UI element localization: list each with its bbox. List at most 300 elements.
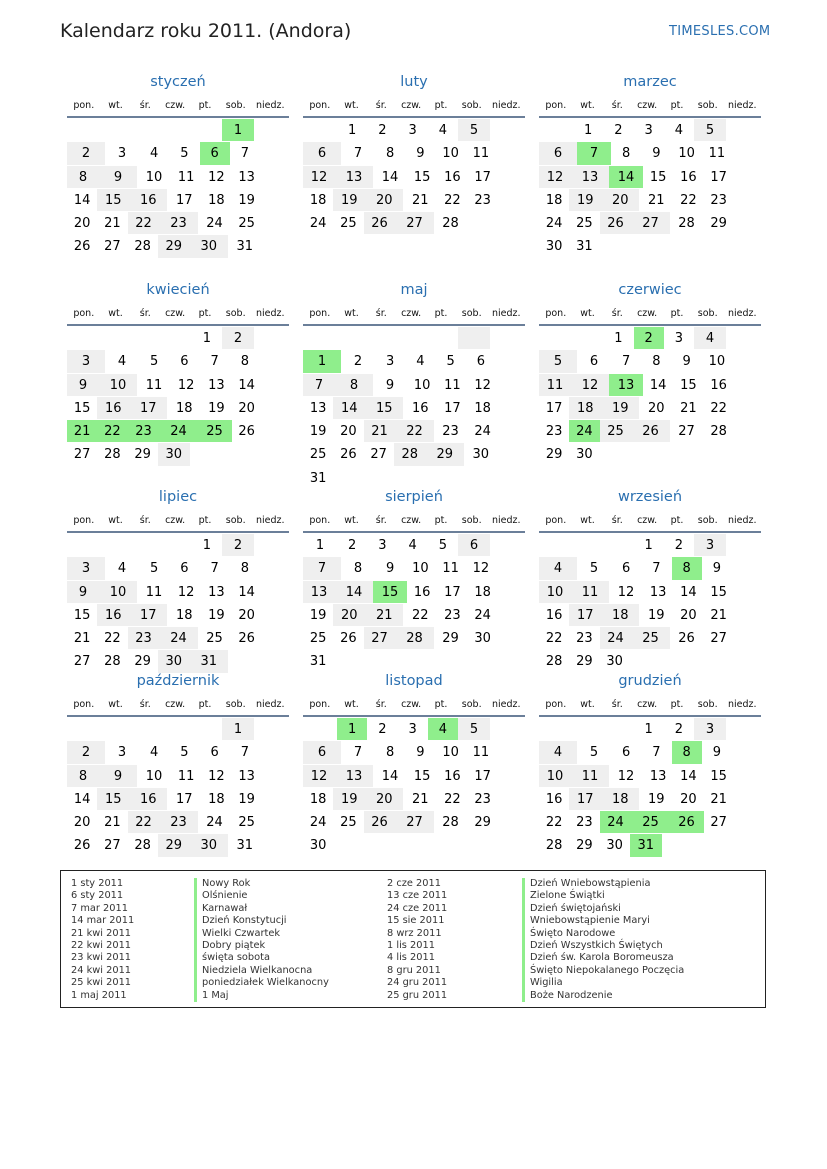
- day-cell: 7: [577, 141, 611, 164]
- empty-cell: [426, 234, 464, 257]
- empty-cell: [131, 118, 161, 141]
- day-cell: 3: [694, 533, 726, 556]
- legend-holiday-name: Dzień Konstytucji: [202, 915, 287, 927]
- day-cell: 24: [600, 810, 632, 833]
- day-cell: 7: [200, 556, 230, 579]
- day-cell: 29: [704, 211, 734, 234]
- day-cell: 25: [198, 419, 232, 442]
- day-grid: [303, 118, 525, 258]
- weekday-label: czw.: [165, 99, 186, 111]
- day-cell: 7: [341, 740, 375, 763]
- empty-cell: [398, 326, 428, 349]
- weekday-label: śr.: [611, 307, 623, 319]
- day-cell: 23: [437, 603, 467, 626]
- empty-cell: [600, 442, 630, 465]
- day-cell: 3: [398, 717, 428, 740]
- weekday-label: wt.: [344, 99, 359, 111]
- day-cell: 25: [632, 626, 670, 649]
- day-cell: 10: [702, 349, 732, 372]
- weekday-label: pon.: [309, 307, 331, 319]
- legend-date: 14 mar 2011: [71, 915, 135, 927]
- day-cell: 28: [396, 626, 434, 649]
- day-cell: 22: [396, 419, 434, 442]
- legend-holiday-name: Karnawał: [202, 902, 248, 914]
- day-cell: 18: [569, 396, 601, 419]
- day-cell: 30: [539, 234, 569, 257]
- day-cell: 10: [436, 740, 466, 763]
- day-cell: 12: [571, 373, 609, 396]
- weekday-label: wt.: [108, 698, 123, 710]
- day-cell: 31: [303, 466, 333, 489]
- empty-cell: [603, 533, 633, 556]
- weekday-header: [539, 509, 761, 533]
- day-cell: 5: [694, 118, 726, 141]
- day-cell: 17: [569, 603, 601, 626]
- day-cell: 17: [569, 787, 601, 810]
- empty-cell: [333, 234, 363, 257]
- day-cell: 8: [230, 349, 260, 372]
- weekday-label: śr.: [375, 307, 387, 319]
- month-name: maj: [400, 282, 428, 298]
- day-cell: 26: [670, 810, 704, 833]
- day-cell: 3: [634, 118, 664, 141]
- legend-date: 24 gru 2011: [387, 977, 448, 989]
- weekday-label: niedz.: [491, 698, 521, 710]
- day-cell: 6: [458, 533, 490, 556]
- weekday-label: wt.: [108, 514, 123, 526]
- day-grid: [67, 717, 289, 880]
- page-title: Kalendarz roku 2011. (Andora): [60, 20, 352, 42]
- weekday-label: sob.: [697, 698, 718, 710]
- day-cell: 22: [97, 419, 127, 442]
- day-cell: 21: [639, 188, 673, 211]
- empty-cell: [603, 717, 633, 740]
- day-cell: 30: [600, 833, 630, 856]
- empty-cell: [573, 717, 603, 740]
- weekday-label: pt.: [198, 99, 212, 111]
- day-cell: 14: [335, 580, 373, 603]
- day-cell: 14: [373, 165, 407, 188]
- legend-holiday-name: Wniebowstąpienie Maryi: [530, 915, 650, 927]
- day-cell: 5: [139, 349, 169, 372]
- day-cell: 8: [230, 556, 260, 579]
- day-cell: 28: [434, 211, 468, 234]
- day-cell: 29: [434, 626, 468, 649]
- day-cell: 9: [67, 580, 99, 603]
- day-cell: 27: [704, 626, 734, 649]
- weekday-header: [539, 693, 761, 717]
- weekday-label: czw.: [401, 99, 422, 111]
- day-cell: 11: [539, 373, 571, 396]
- legend-holiday-name: Olśnienie: [202, 890, 248, 902]
- legend-holiday-name: Dzień św. Karola Boromeusza: [530, 952, 674, 964]
- legend-divider-left: [194, 878, 197, 1002]
- day-cell: 28: [97, 442, 127, 465]
- weekday-label: pt.: [434, 99, 448, 111]
- day-cell: 21: [67, 419, 97, 442]
- day-cell: 12: [201, 764, 231, 787]
- empty-cell: [630, 234, 662, 257]
- day-cell: 22: [539, 810, 569, 833]
- day-cell: 9: [99, 764, 137, 787]
- day-cell: 28: [394, 442, 426, 465]
- day-cell: 1: [222, 118, 254, 141]
- day-cell: 11: [571, 580, 609, 603]
- weekday-label: śr.: [611, 514, 623, 526]
- empty-cell: [67, 118, 101, 141]
- day-cell: 30: [190, 833, 228, 856]
- legend-holiday-name: Dobry piątek: [202, 939, 266, 951]
- day-cell: 18: [539, 188, 569, 211]
- day-cell: 13: [571, 165, 609, 188]
- day-cell: 27: [97, 234, 127, 257]
- day-grid: [67, 118, 289, 281]
- weekday-label: sob.: [461, 698, 482, 710]
- month-7: [303, 485, 525, 673]
- day-cell: 12: [303, 764, 335, 787]
- day-cell: 14: [373, 764, 407, 787]
- weekday-label: śr.: [375, 698, 387, 710]
- day-cell: 24: [303, 211, 333, 234]
- weekday-label: czw.: [637, 99, 658, 111]
- day-cell: 22: [437, 787, 467, 810]
- empty-cell: [192, 717, 222, 740]
- day-cell: 13: [643, 764, 673, 787]
- day-grid: [303, 326, 525, 489]
- empty-cell: [573, 326, 603, 349]
- day-cell: 8: [67, 764, 99, 787]
- day-cell: 10: [99, 373, 137, 396]
- legend-holiday-name: Święto Narodowe: [530, 927, 616, 939]
- empty-cell: [468, 211, 498, 234]
- legend-date: 21 kwi 2011: [71, 927, 132, 939]
- month-name: październik: [136, 673, 220, 689]
- empty-cell: [337, 326, 367, 349]
- day-cell: 13: [201, 580, 231, 603]
- day-cell: 6: [466, 349, 496, 372]
- weekday-label: pon.: [545, 514, 567, 526]
- legend-dates-left: [71, 878, 134, 1002]
- day-cell: 26: [333, 442, 363, 465]
- day-cell: 7: [230, 141, 260, 164]
- month-0: [67, 70, 289, 281]
- weekday-label: śr.: [375, 99, 387, 111]
- day-cell: 24: [198, 211, 232, 234]
- day-cell: 31: [630, 833, 662, 856]
- day-cell: 15: [67, 396, 97, 419]
- weekday-label: czw.: [165, 698, 186, 710]
- month-name: kwiecień: [146, 282, 210, 298]
- day-cell: 3: [398, 118, 428, 141]
- day-cell: 19: [232, 188, 262, 211]
- day-cell: 16: [673, 165, 703, 188]
- day-cell: 19: [333, 787, 365, 810]
- empty-cell: [162, 118, 192, 141]
- day-cell: 26: [364, 810, 396, 833]
- day-cell: 22: [673, 188, 703, 211]
- day-cell: 27: [67, 649, 97, 672]
- day-cell: 23: [128, 626, 160, 649]
- day-cell: 11: [437, 373, 467, 396]
- legend-dates-right: [387, 878, 447, 1002]
- day-cell: 31: [569, 234, 599, 257]
- legend-holiday-name: święta sobota: [202, 952, 270, 964]
- weekday-label: pon.: [545, 307, 567, 319]
- day-cell: 26: [67, 833, 97, 856]
- day-cell: 16: [129, 787, 167, 810]
- brand-link[interactable]: TIMESLES.COM: [669, 24, 771, 39]
- day-cell: 5: [577, 556, 611, 579]
- legend-holiday-name: poniedziałek Wielkanocny: [202, 977, 329, 989]
- day-cell: 11: [171, 165, 201, 188]
- day-cell: 19: [569, 188, 601, 211]
- day-cell: 11: [137, 580, 171, 603]
- day-cell: 5: [169, 141, 199, 164]
- day-cell: 2: [634, 326, 664, 349]
- day-cell: 12: [609, 764, 643, 787]
- day-cell: 9: [373, 373, 407, 396]
- weekday-label: niedz.: [255, 307, 285, 319]
- weekday-label: pon.: [73, 514, 95, 526]
- day-cell: 14: [673, 764, 703, 787]
- day-cell: 8: [341, 556, 375, 579]
- day-grid: [539, 533, 761, 673]
- legend-holiday-name: Święto Niepokalanego Poczęcia: [530, 964, 685, 976]
- day-cell: 25: [198, 626, 232, 649]
- weekday-label: sob.: [697, 99, 718, 111]
- weekday-label: śr.: [139, 307, 151, 319]
- day-cell: 16: [437, 764, 467, 787]
- weekday-label: śr.: [139, 99, 151, 111]
- day-cell: 3: [367, 533, 397, 556]
- day-cell: 18: [167, 396, 201, 419]
- day-cell: 1: [303, 533, 337, 556]
- day-cell: 6: [303, 141, 341, 164]
- day-cell: 22: [128, 211, 160, 234]
- weekday-label: śr.: [611, 99, 623, 111]
- day-cell: 29: [426, 442, 464, 465]
- day-cell: 8: [335, 373, 373, 396]
- day-cell: 23: [569, 626, 599, 649]
- legend-holiday-name: Zielone Świątki: [530, 890, 605, 902]
- day-cell: 16: [403, 396, 437, 419]
- day-cell: 29: [128, 649, 158, 672]
- empty-cell: [364, 234, 394, 257]
- month-9: [67, 669, 289, 880]
- day-cell: 23: [160, 211, 198, 234]
- day-cell: 18: [303, 188, 333, 211]
- empty-cell: [303, 717, 337, 740]
- day-cell: 14: [67, 787, 97, 810]
- day-cell: 1: [192, 326, 222, 349]
- day-cell: 27: [396, 810, 434, 833]
- day-cell: 3: [375, 349, 405, 372]
- empty-cell: [192, 118, 222, 141]
- day-grid: [303, 533, 525, 673]
- empty-cell: [101, 717, 131, 740]
- weekday-label: sob.: [461, 307, 482, 319]
- weekday-label: śr.: [139, 698, 151, 710]
- weekday-label: wt.: [580, 307, 595, 319]
- weekday-label: niedz.: [727, 99, 757, 111]
- day-cell: 6: [539, 141, 577, 164]
- day-cell: 23: [128, 419, 160, 442]
- empty-cell: [394, 833, 426, 856]
- weekday-label: sob.: [225, 99, 246, 111]
- day-cell: 6: [611, 740, 641, 763]
- day-cell: 23: [704, 188, 734, 211]
- weekday-header: [67, 302, 289, 326]
- month-2: [539, 70, 761, 258]
- legend-holiday-name: Boże Narodzenie: [530, 989, 613, 1001]
- day-cell: 15: [373, 580, 407, 603]
- day-cell: 22: [403, 603, 437, 626]
- day-cell: 20: [365, 188, 403, 211]
- day-cell: 24: [539, 211, 569, 234]
- day-cell: 25: [232, 211, 262, 234]
- weekday-label: sob.: [697, 307, 718, 319]
- day-cell: 4: [105, 556, 139, 579]
- day-cell: 27: [67, 442, 97, 465]
- legend-date: 4 lis 2011: [387, 952, 435, 964]
- day-cell: 19: [639, 603, 673, 626]
- empty-cell: [131, 717, 161, 740]
- month-5: [539, 278, 761, 466]
- empty-cell: [131, 326, 161, 349]
- day-cell: 9: [67, 373, 99, 396]
- day-cell: 12: [468, 373, 498, 396]
- day-cell: 14: [609, 165, 643, 188]
- day-cell: 2: [337, 533, 367, 556]
- day-cell: 10: [407, 373, 437, 396]
- day-cell: 26: [632, 419, 670, 442]
- empty-cell: [190, 442, 228, 465]
- day-cell: 18: [601, 603, 639, 626]
- weekday-label: czw.: [637, 514, 658, 526]
- legend-holiday-name: Wigilia: [530, 977, 563, 989]
- day-cell: 6: [303, 740, 341, 763]
- empty-cell: [539, 326, 573, 349]
- day-cell: 10: [436, 141, 466, 164]
- day-cell: 9: [672, 349, 702, 372]
- empty-cell: [573, 533, 603, 556]
- empty-cell: [162, 533, 192, 556]
- weekday-label: czw.: [401, 307, 422, 319]
- day-cell: 5: [428, 533, 458, 556]
- day-cell: 29: [468, 810, 498, 833]
- legend-date: 22 kwi 2011: [71, 939, 132, 951]
- empty-cell: [539, 717, 573, 740]
- weekday-label: niedz.: [727, 307, 757, 319]
- weekday-label: pon.: [545, 99, 567, 111]
- day-cell: 7: [303, 373, 335, 396]
- day-cell: 19: [201, 603, 231, 626]
- month-8: [539, 485, 761, 673]
- empty-cell: [67, 533, 101, 556]
- day-cell: 12: [466, 556, 496, 579]
- day-cell: 15: [704, 764, 734, 787]
- day-cell: 6: [577, 349, 611, 372]
- month-4: [303, 278, 525, 489]
- weekday-label: sob.: [225, 307, 246, 319]
- day-cell: 24: [303, 810, 333, 833]
- day-cell: 20: [673, 787, 703, 810]
- day-cell: 13: [335, 165, 373, 188]
- day-cell: 4: [694, 326, 726, 349]
- day-cell: 15: [97, 787, 129, 810]
- day-cell: 11: [466, 141, 496, 164]
- legend-names-right: [530, 878, 684, 1002]
- month-name: marzec: [623, 74, 677, 90]
- weekday-label: sob.: [225, 698, 246, 710]
- weekday-label: czw.: [637, 307, 658, 319]
- day-cell: 25: [333, 810, 363, 833]
- day-cell: 24: [160, 626, 198, 649]
- day-cell: 4: [105, 349, 139, 372]
- day-cell: 2: [222, 326, 254, 349]
- day-cell: 2: [664, 533, 694, 556]
- day-cell: 5: [577, 740, 611, 763]
- day-cell: 16: [539, 787, 569, 810]
- empty-cell: [458, 326, 490, 349]
- day-cell: 15: [365, 396, 403, 419]
- day-cell: 4: [539, 740, 577, 763]
- day-cell: 20: [232, 396, 262, 419]
- legend-holiday-name: 1 Maj: [202, 989, 229, 1001]
- day-grid: [539, 717, 761, 857]
- weekday-label: pt.: [198, 307, 212, 319]
- day-cell: 3: [67, 556, 105, 579]
- legend-names-left: [202, 878, 329, 1002]
- day-cell: 15: [673, 373, 703, 396]
- weekday-label: pt.: [670, 514, 684, 526]
- day-cell: 17: [129, 396, 167, 419]
- day-cell: 13: [643, 580, 673, 603]
- day-cell: 22: [97, 626, 127, 649]
- day-cell: 30: [303, 833, 333, 856]
- day-cell: 18: [303, 787, 333, 810]
- day-cell: 23: [160, 810, 198, 833]
- day-cell: 18: [468, 396, 498, 419]
- weekday-header: [67, 509, 289, 533]
- day-cell: 5: [139, 556, 169, 579]
- day-cell: 27: [97, 833, 127, 856]
- legend-date: 8 wrz 2011: [387, 927, 442, 939]
- weekday-label: pt.: [670, 698, 684, 710]
- weekday-label: pt.: [434, 514, 448, 526]
- legend-holiday-name: Dzień świętojański: [530, 902, 621, 914]
- legend-divider-right: [522, 878, 525, 1002]
- day-cell: 15: [67, 603, 97, 626]
- day-cell: 31: [190, 649, 228, 672]
- day-cell: 13: [609, 373, 643, 396]
- day-cell: 25: [333, 211, 363, 234]
- day-cell: 10: [539, 764, 571, 787]
- day-grid: [539, 118, 761, 258]
- day-cell: 22: [437, 188, 467, 211]
- weekday-header: [303, 509, 525, 533]
- legend-date: 25 kwi 2011: [71, 977, 132, 989]
- day-cell: 9: [99, 165, 137, 188]
- empty-cell: [303, 234, 333, 257]
- day-cell: 13: [232, 165, 262, 188]
- day-cell: 1: [192, 533, 222, 556]
- day-cell: 1: [603, 326, 633, 349]
- day-cell: 1: [222, 717, 254, 740]
- legend-date: 1 lis 2011: [387, 939, 435, 951]
- day-cell: 30: [158, 442, 190, 465]
- weekday-header: [67, 693, 289, 717]
